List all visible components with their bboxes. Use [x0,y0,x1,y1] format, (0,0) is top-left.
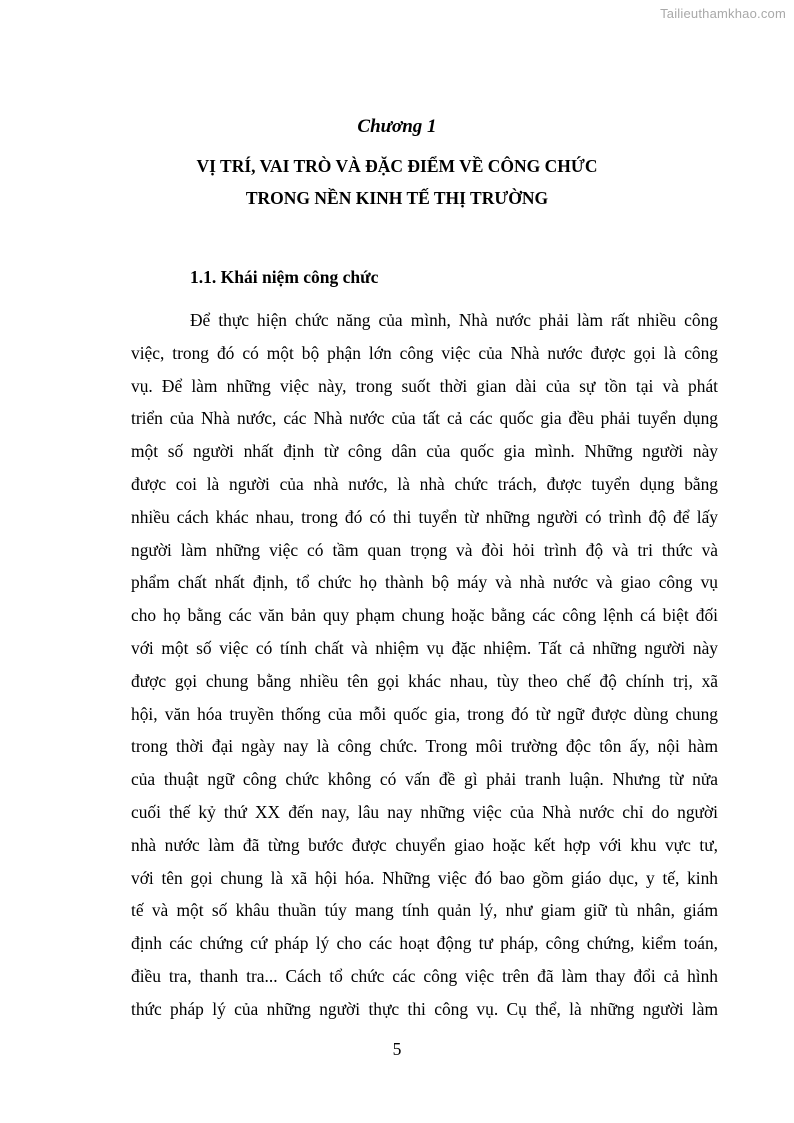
chapter-title-line-2: TRONG NỀN KINH TẾ THỊ TRƯỜNG [245,188,549,208]
body-line: của thuật ngữ công chức không có vấn đề gì phải tranh luận. Nhưng từ nửa [131,769,718,790]
section-heading: 1.1. Khái niệm công chức [190,267,379,287]
body-line: trong thời đại ngày nay là công chức. Trong môi trường độc tôn ấy, nội hàm [131,736,718,757]
page-number: 5 [392,1039,402,1059]
body-line: cuối thế kỷ thứ XX đến nay, lâu nay những việc của Nhà nước chỉ do người [131,801,718,822]
body-line: điều tra, thanh tra... Cách tổ chức các công việc trên đã làm thay đổi cả hình [131,965,718,986]
body-line: nhà nước làm đã từng bước được chuyển giao hoặc kết hợp với khu vực tư, [131,834,718,855]
body-line: định các chứng cứ pháp lý cho các hoạt động tư pháp, công chứng, kiểm toán, [131,933,718,954]
chapter-title-line-1: VỊ TRÍ, VAI TRÒ VÀ ĐẶC ĐIỂM VỀ CÔNG CHỨC [196,156,598,176]
body-line: với một số việc có tính chất và nhiệm vụ đặc nhiệm. Tất cả những người này [131,637,718,658]
body-line: triển của Nhà nước, các Nhà nước của tất cả các quốc gia đều phải tuyển dụng [131,408,718,429]
body-line: hội, văn hóa truyền thống của mỗi quốc gia, trong đó từ ngữ được dùng chung [131,703,718,724]
body-line: cho họ bằng các văn bản quy phạm chung hoặc bằng các công lệnh cá biệt đối [131,605,718,626]
body-line: nhiều cách khác nhau, trong đó có thi tuyển từ những người có trình độ để lấy [131,506,718,527]
body-line: việc, trong đó có một bộ phận lớn công việc của Nhà nước được gọi là công [131,342,718,363]
body-line: tế và một số khâu thuần túy mang tính quản lý, như giam giữ tù nhân, giám [131,900,718,921]
chapter-label: Chương 1 [357,116,437,137]
body-paragraph [131,304,718,1026]
body-line: Để thực hiện chức năng của mình, Nhà nước phải làm rất nhiều công [190,310,718,330]
body-line: vụ. Để làm những việc này, trong suốt thời gian dài của sự tồn tại và phát [131,375,718,396]
body-line: thức pháp lý của những người thực thi công vụ. Cụ thể, là những người làm [131,998,718,1019]
body-line: người làm những việc có tầm quan trọng và đòi hỏi trình độ và tri thức và [131,539,718,560]
body-line: một số người nhất định từ công dân của quốc gia mình. Những người này [131,441,718,462]
watermark: Tailieuthamkhao.com [660,6,786,21]
body-line: với tên gọi chung là xã hội hóa. Những việc đó bao gồm giáo dục, y tế, kinh [131,867,718,888]
body-line: phẩm chất nhất định, tổ chức họ thành bộ máy và nhà nước và giao công vụ [131,572,718,593]
body-line: được gọi chung bằng nhiều tên gọi khác nhau, tùy theo chế độ chính trị, xã [131,670,718,691]
body-line: được coi là người của nhà nước, là nhà chức trách, được tuyển dụng bằng [131,473,718,494]
